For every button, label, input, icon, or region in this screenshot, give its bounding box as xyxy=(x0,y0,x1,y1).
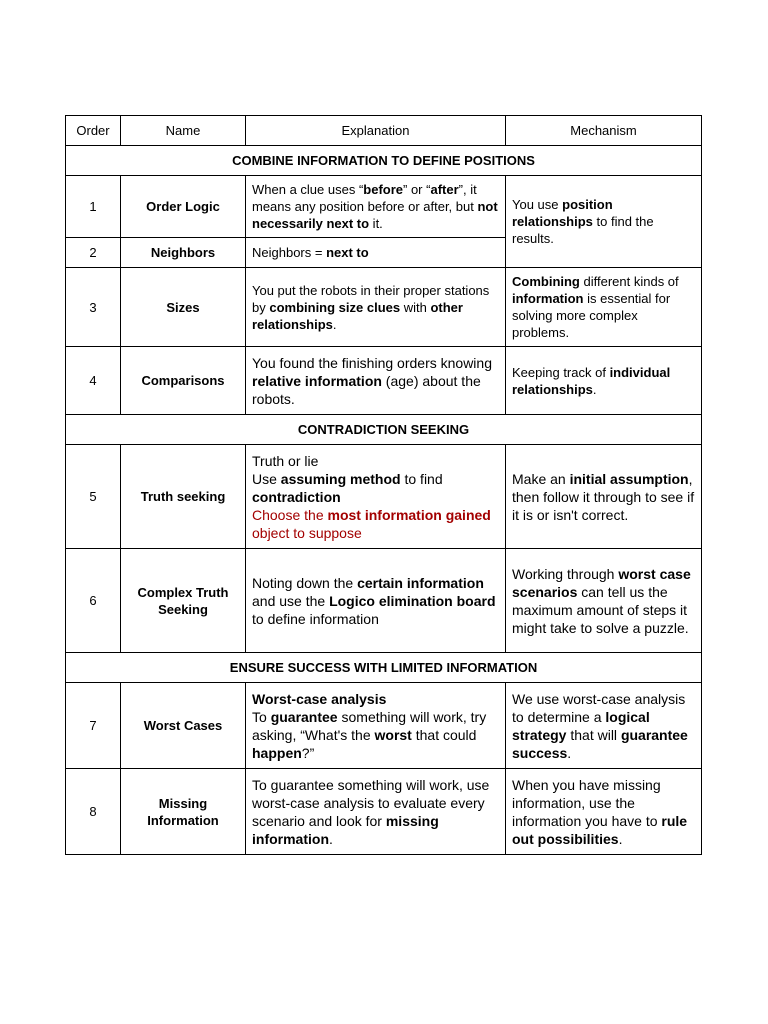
section-title: CONTRADICTION SEEKING xyxy=(66,415,702,445)
text-run: (age) about the robots. xyxy=(252,372,481,407)
text-run: guarantee xyxy=(270,708,338,725)
section-title: ENSURE SUCCESS WITH LIMITED INFORMATION xyxy=(66,653,702,683)
text-run: ?” xyxy=(301,744,315,761)
text-run: object to suppose xyxy=(252,524,362,541)
text-run: before xyxy=(363,182,404,197)
explanation-cell xyxy=(246,238,506,268)
order-cell: 1 xyxy=(66,176,121,238)
text-run: logical strategy xyxy=(512,708,650,743)
text-run: happen xyxy=(252,744,302,761)
table-row xyxy=(66,683,702,769)
header-order: Order xyxy=(66,116,121,146)
text-run: worst case scenarios xyxy=(512,565,691,600)
header-name: Name xyxy=(121,116,246,146)
text-run: worst xyxy=(374,726,412,743)
text-run: not necessarily next to xyxy=(252,199,498,231)
text-run: contradiction xyxy=(252,488,341,505)
table-row xyxy=(66,176,702,238)
order-cell: 2 xyxy=(66,238,121,268)
text-run: Use xyxy=(252,470,281,487)
order-cell: 6 xyxy=(66,549,121,653)
text-run: You found the finishing orders knowing xyxy=(252,354,492,371)
explanation-cell xyxy=(246,769,506,855)
table-row xyxy=(66,445,702,549)
text-run: When a clue uses “ xyxy=(252,182,364,197)
table-row xyxy=(66,769,702,855)
text-run: Combining xyxy=(512,274,580,289)
header-mechanism: Mechanism xyxy=(506,116,702,146)
name-cell: Worst Cases xyxy=(121,683,246,769)
text-run: Working through xyxy=(512,565,619,582)
explanation-cell xyxy=(246,176,506,238)
name-cell: Missing Information xyxy=(121,769,246,855)
mechanism-cell xyxy=(506,769,702,855)
text-run: relative information xyxy=(252,372,382,389)
text-run: Logico elimination board xyxy=(329,592,496,609)
name-cell: Truth seeking xyxy=(121,445,246,549)
text-run: . xyxy=(329,830,333,847)
text-run: after xyxy=(430,182,459,197)
text-run: and use the xyxy=(252,592,330,609)
mechanism-cell xyxy=(506,347,702,415)
text-run: . xyxy=(592,381,597,397)
text-run: Neighbors = xyxy=(252,245,327,260)
text-run: combining size clues xyxy=(269,299,401,315)
text-run: To guarantee something will work, use worst-case analysis to evaluate every scenario and look for xyxy=(252,776,490,829)
text-run: Noting down the xyxy=(252,574,358,591)
text-run: with xyxy=(400,299,431,315)
mechanism-cell xyxy=(506,268,702,347)
explanation-cell xyxy=(246,268,506,347)
text-run: next to xyxy=(326,245,369,260)
mechanism-cell xyxy=(506,683,702,769)
section-row xyxy=(66,653,702,683)
name-cell: Comparisons xyxy=(121,347,246,415)
text-run: You put the robots in their proper stations by xyxy=(252,282,490,315)
name-cell: Complex Truth Seeking xyxy=(121,549,246,653)
mechanism-cell xyxy=(506,445,702,549)
text-run: assuming method xyxy=(280,470,401,487)
text-run: individual relationships xyxy=(512,364,671,397)
text-run: certain information xyxy=(357,574,484,591)
explanation-cell xyxy=(246,445,506,549)
mechanism-cell xyxy=(506,176,702,268)
text-run: to find the results. xyxy=(512,214,654,246)
text-run: , then follow it through to see if it is or isn't correct. xyxy=(512,470,695,523)
text-run: most information gained xyxy=(327,506,491,523)
section-title: COMBINE INFORMATION TO DEFINE POSITIONS xyxy=(66,146,702,176)
name-cell: Neighbors xyxy=(121,238,246,268)
text-run: Choose the xyxy=(252,506,328,523)
text-run: We use worst-case analysis to determine a xyxy=(512,690,686,725)
table-row xyxy=(66,268,702,347)
text-run: You use xyxy=(512,197,563,212)
text-run: it. xyxy=(369,216,383,231)
explanation-cell xyxy=(246,549,506,653)
text-run: that could xyxy=(411,726,477,743)
text-run: missing information xyxy=(252,812,439,847)
text-run: ” or “ xyxy=(403,182,431,197)
text-run: to define information xyxy=(252,610,379,627)
explanation-cell xyxy=(246,347,506,415)
text-run: position relationships xyxy=(512,197,613,229)
order-cell: 5 xyxy=(66,445,121,549)
name-cell: Order Logic xyxy=(121,176,246,238)
text-run: . xyxy=(332,316,337,332)
table-row xyxy=(66,347,702,415)
text-run: ”, it means any position before or after, but xyxy=(252,182,478,214)
text-run: to find xyxy=(400,470,443,487)
text-run: different kinds of xyxy=(579,274,679,289)
text-run: To xyxy=(252,708,271,725)
text-run: something will work, try asking, “What's the xyxy=(252,708,487,743)
text-run: Truth or lie xyxy=(252,452,319,469)
section-row xyxy=(66,415,702,445)
strategy-table xyxy=(65,115,702,855)
order-cell: 3 xyxy=(66,268,121,347)
text-run: initial assumption xyxy=(569,470,689,487)
name-cell: Sizes xyxy=(121,268,246,347)
text-run: can tell us the maximum amount of steps it might take to solve a puzzle. xyxy=(512,583,689,636)
text-run: When you have missing information, use the information you have to xyxy=(512,776,662,829)
text-run: Keeping track of xyxy=(512,364,610,380)
text-run: information xyxy=(512,291,584,306)
text-run: rule out possibilities xyxy=(512,812,688,847)
text-run: . xyxy=(567,744,572,761)
explanation-cell xyxy=(246,683,506,769)
header-explanation: Explanation xyxy=(246,116,506,146)
text-run: guarantee success xyxy=(512,726,688,761)
text-run: Worst-case analysis xyxy=(252,690,387,707)
text-run: . xyxy=(618,830,623,847)
order-cell: 8 xyxy=(66,769,121,855)
table-row xyxy=(66,549,702,653)
header-row xyxy=(66,116,702,146)
text-run: that will xyxy=(566,726,621,743)
text-run: other relationships xyxy=(252,299,463,332)
text-run: is essential for solving more complex problems. xyxy=(512,291,671,340)
section-row xyxy=(66,146,702,176)
mechanism-cell xyxy=(506,549,702,653)
text-run: Make an xyxy=(512,470,570,487)
order-cell: 4 xyxy=(66,347,121,415)
order-cell: 7 xyxy=(66,683,121,769)
